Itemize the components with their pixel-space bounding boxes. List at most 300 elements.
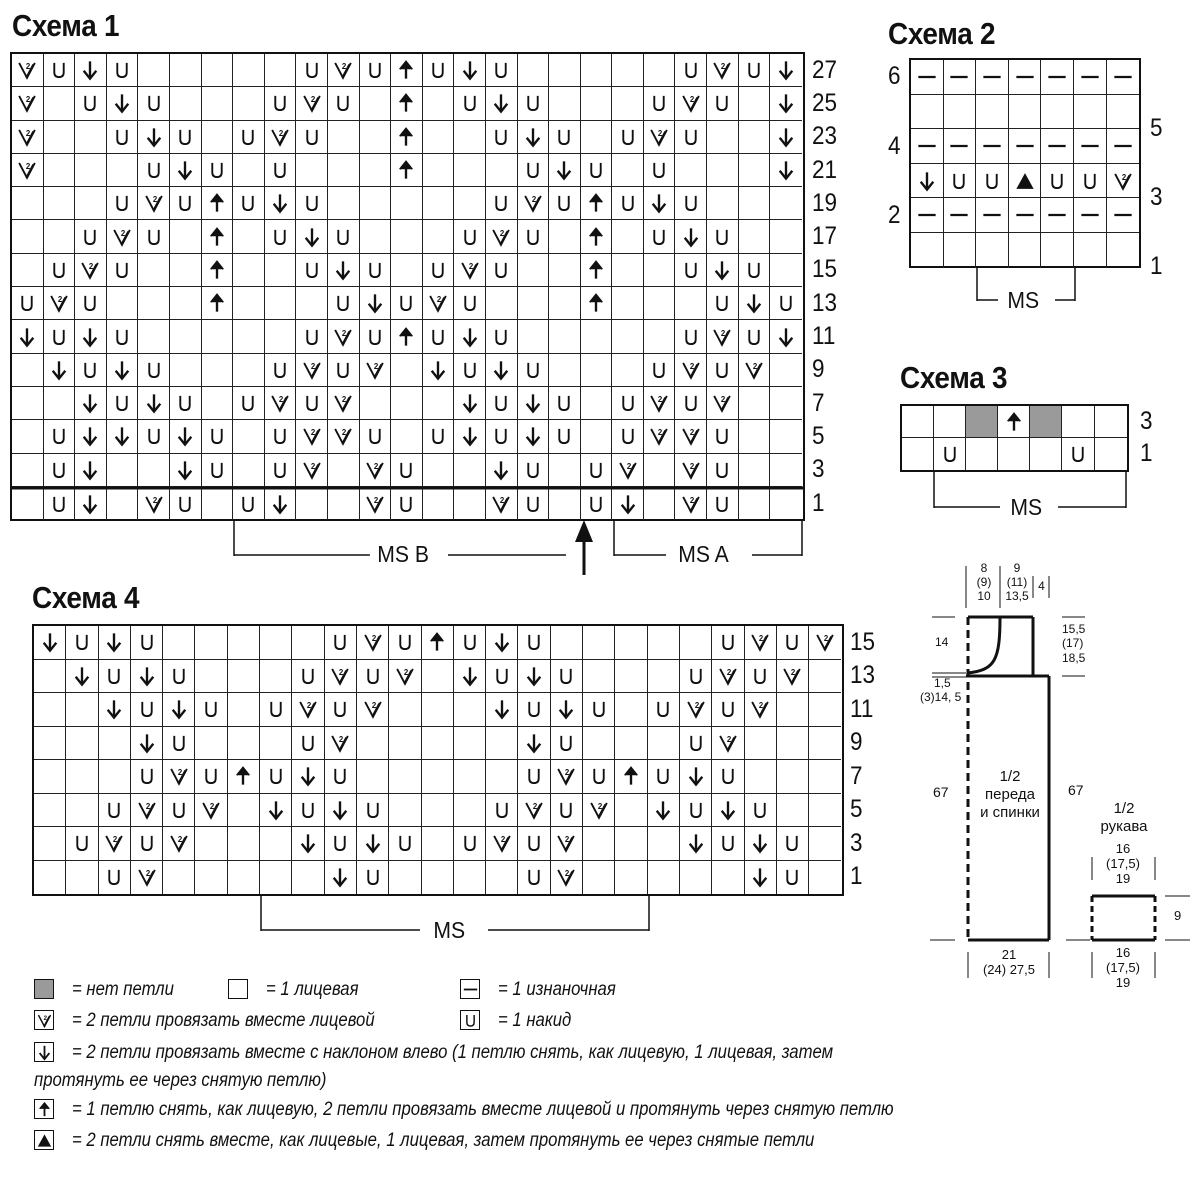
legend-text: = 2 петли провязать вместе с наклоном влево (1 петлю снять, как лицевую, 1 лицевая, затем: [72, 1042, 834, 1063]
svg-text:2: 2: [468, 262, 473, 272]
s1-row-number: 9: [812, 355, 825, 384]
double-decrease-up-arrow-icon: [391, 87, 423, 120]
svg-text:2: 2: [689, 428, 694, 438]
knit-cell: [944, 233, 977, 268]
knit-cell: [777, 693, 809, 727]
yarn-over-icon: [296, 187, 328, 220]
knit-cell: [107, 287, 139, 320]
yarn-over-icon: [265, 87, 297, 120]
legend-text: = 1 изнаночная: [498, 979, 616, 1000]
knit-cell: [998, 438, 1030, 470]
knit-cell: [170, 354, 202, 387]
knit-cell: [34, 693, 66, 727]
yarn-over-icon: [644, 220, 676, 253]
s1-row-number: 17: [812, 222, 838, 251]
s1-row-number: 3: [812, 455, 825, 484]
svg-text:2: 2: [721, 395, 726, 405]
svg-text:2: 2: [791, 667, 796, 677]
knit-cell: [34, 794, 66, 828]
knit-cell: [44, 187, 76, 220]
ssk-left-decrease-icon: [712, 794, 744, 828]
knit-cell: [583, 626, 615, 660]
legend-text: протянуть ее через снятую петлю): [34, 1070, 327, 1091]
yarn-over-icon: [325, 827, 357, 861]
knit-cell: [422, 693, 454, 727]
knit-cell: [615, 794, 647, 828]
knit-cell: [107, 154, 139, 187]
centered-triangle-decrease-icon: [1009, 164, 1042, 199]
yarn-over-icon: [675, 254, 707, 287]
no-stitch-gray-icon: [1030, 406, 1062, 438]
svg-text:2: 2: [371, 634, 376, 644]
knit-two-together-icon: [583, 794, 615, 828]
ssk-left-decrease-icon: [518, 660, 550, 694]
knit-cell: [296, 487, 328, 520]
knit-cell: [265, 254, 297, 287]
yarn-over-icon: [138, 420, 170, 453]
yarn-over-icon: [486, 660, 518, 694]
knit-two-together-icon: [107, 220, 139, 253]
knit-cell: [328, 487, 360, 520]
svg-text:2: 2: [721, 328, 726, 338]
yarn-over-icon: [712, 827, 744, 861]
knit-cell: [648, 861, 680, 895]
knit-cell: [707, 187, 739, 220]
knit-cell: [360, 154, 392, 187]
knit-cell: [777, 760, 809, 794]
yarn-over-icon: [551, 794, 583, 828]
yarn-over-icon: [357, 794, 389, 828]
knit-cell: [612, 87, 644, 120]
ssk-left-decrease-icon: [739, 287, 771, 320]
yarn-over-icon: [44, 420, 76, 453]
ssk-left-decrease-icon: [75, 487, 107, 520]
legend-ssk-left-decrease-icon: [34, 1042, 54, 1062]
knit-cell: [44, 387, 76, 420]
svg-text:2: 2: [531, 195, 536, 205]
yarn-over-icon: [581, 454, 613, 487]
yarn-over-icon: [138, 87, 170, 120]
knit-cell: [680, 626, 712, 660]
knit-cell: [391, 254, 423, 287]
ssk-left-decrease-icon: [680, 827, 712, 861]
s4-row-number: 9: [850, 728, 863, 757]
yarn-over-icon: [612, 387, 644, 420]
knit-cell: [170, 320, 202, 353]
knit-cell: [518, 320, 550, 353]
yarn-over-icon: [170, 387, 202, 420]
knit-cell: [675, 154, 707, 187]
ssk-left-decrease-icon: [107, 420, 139, 453]
ssk-left-decrease-icon: [551, 693, 583, 727]
svg-text:2: 2: [113, 835, 118, 845]
s3-row-number: 1: [1140, 439, 1153, 467]
knit-cell: [1041, 95, 1074, 130]
svg-text:2: 2: [403, 667, 409, 677]
yarn-over-icon: [202, 154, 234, 187]
yarn-over-icon: [454, 827, 486, 861]
legend-text: = 1 лицевая: [266, 979, 359, 1000]
knit-two-together-icon: [675, 354, 707, 387]
legend-text: = 1 петлю снять, как лицевую, 2 петли провязать вместе лицевой и протянуть через снятую петлю: [72, 1099, 894, 1120]
purl-dash-icon: [1009, 60, 1042, 95]
s1-row-number: 21: [812, 155, 838, 184]
knit-cell: [233, 220, 265, 253]
knit-cell: [170, 254, 202, 287]
knit-cell: [644, 320, 676, 353]
svg-text:2: 2: [26, 95, 31, 105]
knit-cell: [486, 760, 518, 794]
ssk-left-decrease-icon: [454, 420, 486, 453]
yarn-over-icon: [44, 254, 76, 287]
yarn-over-icon: [44, 487, 76, 520]
yarn-over-icon: [777, 626, 809, 660]
knit-cell: [422, 660, 454, 694]
s4-grid: [34, 626, 841, 894]
knit-two-together-icon: [99, 827, 131, 861]
knit-cell: [391, 187, 423, 220]
knit-cell: [911, 95, 944, 130]
yarn-over-icon: [360, 254, 392, 287]
yarn-over-icon: [712, 760, 744, 794]
yarn-over-icon: [296, 387, 328, 420]
knit-cell: [66, 794, 98, 828]
dim-left-length: 67: [933, 784, 949, 800]
knit-cell: [170, 87, 202, 120]
knit-cell: [202, 354, 234, 387]
scheme1-ms-a-label: MS A: [671, 543, 736, 566]
ssk-left-decrease-icon: [75, 320, 107, 353]
knit-cell: [976, 95, 1009, 130]
knit-cell: [1107, 233, 1140, 268]
knit-cell: [549, 454, 581, 487]
yarn-over-icon: [454, 626, 486, 660]
yarn-over-icon: [131, 760, 163, 794]
yarn-over-icon: [292, 794, 324, 828]
yarn-over-icon: [325, 693, 357, 727]
knit-cell: [138, 54, 170, 87]
knit-cell: [739, 420, 771, 453]
knit-two-together-icon: [328, 387, 360, 420]
knit-cell: [612, 287, 644, 320]
knit-cell: [328, 187, 360, 220]
svg-text:2: 2: [152, 495, 157, 505]
knit-cell: [454, 187, 486, 220]
ssk-left-decrease-icon: [486, 354, 518, 387]
yarn-over-icon: [739, 254, 771, 287]
double-decrease-up-arrow-icon: [581, 187, 613, 220]
svg-text:2: 2: [532, 801, 538, 811]
purl-dash-icon: [1041, 129, 1074, 164]
knit-cell: [966, 438, 998, 470]
double-decrease-up-arrow-icon: [391, 121, 423, 154]
knit-cell: [423, 187, 455, 220]
knit-two-together-icon: [12, 54, 44, 87]
purl-dash-icon: [911, 129, 944, 164]
ssk-left-decrease-icon: [454, 320, 486, 353]
knit-two-together-icon: [44, 287, 76, 320]
knit-cell: [202, 87, 234, 120]
yarn-over-icon: [454, 220, 486, 253]
knit-cell: [66, 760, 98, 794]
knit-two-together-icon: [454, 254, 486, 287]
knit-two-together-icon: [486, 827, 518, 861]
knit-cell: [34, 760, 66, 794]
svg-text:2: 2: [342, 62, 347, 72]
knit-two-together-icon: [675, 487, 707, 520]
yarn-over-icon: [648, 693, 680, 727]
knit-cell: [260, 827, 292, 861]
ssk-left-decrease-icon: [486, 454, 518, 487]
yarn-over-icon: [44, 54, 76, 87]
knit-cell: [195, 861, 227, 895]
yarn-over-icon: [1062, 438, 1094, 470]
knit-cell: [518, 254, 550, 287]
ssk-left-decrease-icon: [131, 727, 163, 761]
knit-cell: [770, 387, 802, 420]
ssk-left-decrease-icon: [770, 54, 802, 87]
s1-row-number: 7: [812, 388, 825, 417]
knit-cell: [712, 861, 744, 895]
s1-row-number: 25: [812, 88, 838, 117]
knit-cell: [265, 320, 297, 353]
ssk-left-decrease-icon: [360, 287, 392, 320]
yarn-over-icon: [66, 827, 98, 861]
knit-cell: [75, 187, 107, 220]
yarn-over-icon: [423, 254, 455, 287]
yarn-over-icon: [163, 660, 195, 694]
knit-cell: [809, 794, 841, 828]
knit-cell: [615, 626, 647, 660]
legend-yarn-over-icon: [460, 1010, 480, 1030]
knit-cell: [233, 54, 265, 87]
scheme1-title: Схема 1: [12, 8, 120, 43]
yarn-over-icon: [357, 660, 389, 694]
double-decrease-up-arrow-icon: [391, 154, 423, 187]
knit-two-together-icon: [296, 354, 328, 387]
yarn-over-icon: [260, 760, 292, 794]
yarn-over-icon: [549, 387, 581, 420]
yarn-over-icon: [12, 287, 44, 320]
ssk-left-decrease-icon: [707, 254, 739, 287]
knit-cell: [228, 693, 260, 727]
yarn-over-icon: [423, 54, 455, 87]
svg-text:2: 2: [278, 395, 284, 405]
knit-cell: [644, 254, 676, 287]
knit-cell: [770, 454, 802, 487]
double-decrease-up-arrow-icon: [998, 406, 1030, 438]
knit-cell: [233, 454, 265, 487]
knit-cell: [12, 387, 44, 420]
yarn-over-icon: [707, 287, 739, 320]
knit-two-together-icon: [486, 220, 518, 253]
knit-cell: [422, 861, 454, 895]
s3-grid: [902, 406, 1127, 470]
s1-row-number: 19: [812, 188, 838, 217]
knit-cell: [777, 727, 809, 761]
knit-cell: [360, 87, 392, 120]
ssk-left-decrease-icon: [107, 354, 139, 387]
s1-row-number: 23: [812, 122, 838, 151]
yarn-over-icon: [454, 87, 486, 120]
knit-cell: [549, 87, 581, 120]
knit-cell: [292, 861, 324, 895]
knit-cell: [739, 154, 771, 187]
knit-two-together-icon: [551, 827, 583, 861]
yarn-over-icon: [292, 727, 324, 761]
knit-cell: [170, 220, 202, 253]
svg-text:2: 2: [152, 195, 157, 205]
ssk-left-decrease-icon: [486, 693, 518, 727]
knit-two-together-icon: [675, 87, 707, 120]
s1-row-number: 1: [812, 488, 825, 517]
knit-cell: [777, 794, 809, 828]
yarn-over-icon: [170, 187, 202, 220]
yarn-over-icon: [75, 220, 107, 253]
knit-two-together-icon: [644, 387, 676, 420]
knit-cell: [809, 660, 841, 694]
purl-dash-icon: [1107, 198, 1140, 233]
knit-cell: [583, 660, 615, 694]
yarn-over-icon: [680, 660, 712, 694]
knit-cell: [163, 626, 195, 660]
s1-row-number: 15: [812, 255, 838, 284]
legend-double-decrease-up-arrow-icon: [34, 1099, 54, 1119]
svg-text:2: 2: [689, 495, 694, 505]
legend-text: = нет петли: [72, 979, 174, 1000]
knit-cell: [612, 254, 644, 287]
knit-two-together-icon: [195, 794, 227, 828]
knit-cell: [138, 287, 170, 320]
yarn-over-icon: [518, 454, 550, 487]
knit-cell: [581, 354, 613, 387]
s3-row-number: 3: [1140, 407, 1153, 435]
knit-cell: [745, 727, 777, 761]
s4-row-number: 11: [850, 694, 874, 723]
yarn-over-icon: [1074, 164, 1107, 199]
s4-row-number: 15: [850, 627, 876, 656]
knit-cell: [422, 794, 454, 828]
svg-text:2: 2: [373, 461, 379, 471]
purl-dash-icon: [1041, 60, 1074, 95]
knit-cell: [934, 406, 966, 438]
yarn-over-icon: [745, 660, 777, 694]
double-decrease-up-arrow-icon: [581, 287, 613, 320]
knit-two-together-icon: [328, 420, 360, 453]
yarn-over-icon: [486, 254, 518, 287]
knit-cell: [770, 254, 802, 287]
dim-left-1-5: 1,5 (3)14, 5: [920, 676, 962, 705]
knit-two-together-icon: [296, 454, 328, 487]
svg-text:2: 2: [565, 869, 570, 879]
s1-row-number: 5: [812, 421, 825, 450]
knit-cell: [195, 660, 227, 694]
knit-cell: [12, 254, 44, 287]
yarn-over-icon: [195, 760, 227, 794]
yarn-over-icon: [296, 320, 328, 353]
svg-text:2: 2: [310, 461, 315, 471]
knit-two-together-icon: [138, 487, 170, 520]
dim-top-shoulder: 9 (11) 13,5: [1005, 561, 1029, 603]
yarn-over-icon: [486, 387, 518, 420]
yarn-over-icon: [707, 454, 739, 487]
yarn-over-icon: [360, 320, 392, 353]
svg-text:2: 2: [26, 162, 31, 172]
yarn-over-icon: [976, 164, 1009, 199]
svg-text:2: 2: [726, 667, 732, 677]
knit-cell: [1095, 438, 1127, 470]
knit-cell: [648, 727, 680, 761]
yarn-over-icon: [265, 154, 297, 187]
knit-cell: [549, 354, 581, 387]
yarn-over-icon: [328, 220, 360, 253]
yarn-over-icon: [233, 121, 265, 154]
knit-cell: [770, 420, 802, 453]
s2-row-number: 3: [1150, 183, 1163, 212]
ssk-left-decrease-icon: [648, 794, 680, 828]
yarn-over-icon: [707, 487, 739, 520]
ssk-left-decrease-icon: [518, 727, 550, 761]
knit-two-together-icon: [138, 187, 170, 220]
yarn-over-icon: [518, 861, 550, 895]
purl-dash-icon: [1041, 198, 1074, 233]
knit-two-together-icon: [551, 760, 583, 794]
yarn-over-icon: [138, 220, 170, 253]
knit-cell: [615, 660, 647, 694]
yarn-over-icon: [163, 727, 195, 761]
ssk-left-decrease-icon: [612, 487, 644, 520]
knit-cell: [423, 121, 455, 154]
dim-top-neck: 8 (9) 10: [976, 561, 992, 603]
knit-two-together-icon: [360, 454, 392, 487]
yarn-over-icon: [581, 487, 613, 520]
svg-text:2: 2: [721, 62, 726, 72]
knit-cell: [644, 54, 676, 87]
knit-two-together-icon: [265, 387, 297, 420]
knit-two-together-icon: [518, 794, 550, 828]
svg-text:2: 2: [1121, 172, 1127, 182]
ssk-left-decrease-icon: [644, 187, 676, 220]
knit-cell: [265, 54, 297, 87]
knit-cell: [138, 320, 170, 353]
ssk-left-decrease-icon: [170, 420, 202, 453]
svg-text:2: 2: [726, 734, 732, 744]
knit-cell: [486, 727, 518, 761]
s4-row-number: 5: [850, 795, 863, 824]
svg-text:2: 2: [26, 128, 31, 138]
double-decrease-up-arrow-icon: [615, 760, 647, 794]
knit-two-together-icon: [357, 693, 389, 727]
legend-text: = 2 петли снять вместе, как лицевые, 1 лицевая, затем протянуть ее через снятые петли: [72, 1130, 815, 1151]
knit-two-together-icon: [163, 827, 195, 861]
knit-two-together-icon: [612, 454, 644, 487]
knit-two-together-icon: [644, 420, 676, 453]
knit-cell: [423, 87, 455, 120]
knit-cell: [644, 454, 676, 487]
svg-text:2: 2: [342, 395, 347, 405]
ssk-left-decrease-icon: [75, 387, 107, 420]
yarn-over-icon: [265, 354, 297, 387]
knit-cell: [296, 287, 328, 320]
s2-row-number: 6: [888, 62, 901, 91]
yarn-over-icon: [423, 320, 455, 353]
ssk-left-decrease-icon: [745, 861, 777, 895]
yarn-over-icon: [391, 454, 423, 487]
knit-cell: [34, 727, 66, 761]
knit-cell: [202, 320, 234, 353]
knit-cell: [581, 320, 613, 353]
legend-text: = 2 петли провязать вместе лицевой: [72, 1010, 375, 1031]
